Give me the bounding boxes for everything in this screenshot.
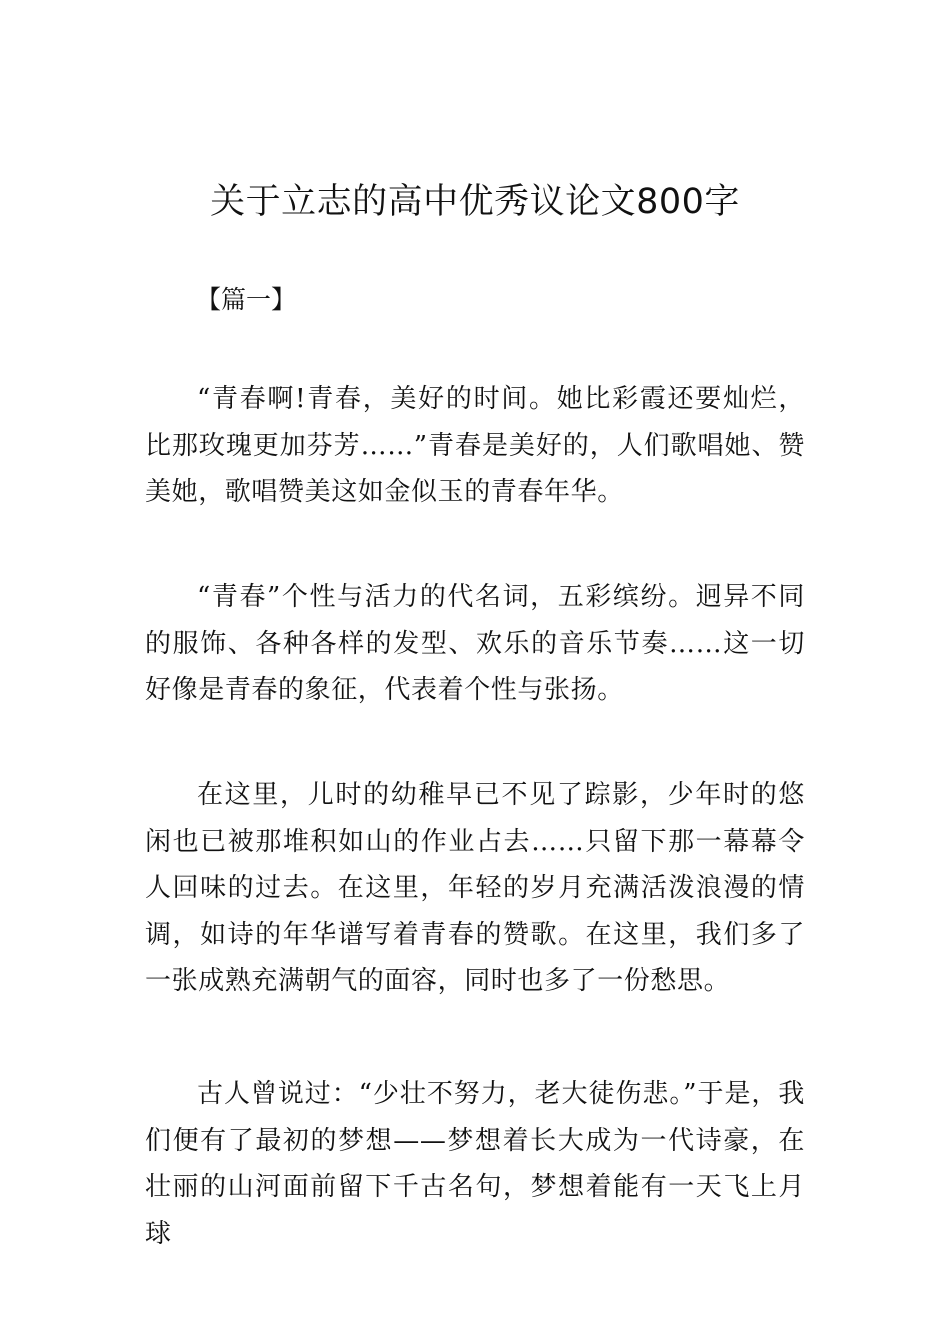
document-title: 关于立志的高中优秀议论文800字 bbox=[210, 182, 740, 222]
paragraph-4: 古人曾说过：“少壮不努力，老大徒伤悲。”于是，我们便有了最初的梦想——梦想着长大成为一代诗豪，在壮丽的山河面前留下千古名句，梦想着能有一天飞上月球 bbox=[145, 1079, 805, 1249]
paragraph-2: “青春”个性与活力的代名词，五彩缤纷。迥异不同的服饰、各种各样的发型、欢乐的音乐节奏……这一切好像是青春的象征，代表着个性与张扬。 bbox=[145, 582, 805, 705]
section-label: 【篇一】 bbox=[196, 285, 297, 314]
paragraph-1: “青春啊!青春，美好的时间。她比彩霞还要灿烂，比那玫瑰更加芬芳……”青春是美好的，人们歌唱她、赞美她，歌唱赞美这如金似玉的青春年华。 bbox=[145, 384, 805, 507]
paragraph-3: 在这里，儿时的幼稚早已不见了踪影，少年时的悠闲也已被那堆积如山的作业占去……只留下那一幕幕令人回味的过去。在这里，年轻的岁月充满活泼浪漫的情调，如诗的年华谱写着青春的赞歌。在这里，我们多了一张成熟充满朝气的面容，同时也多了一份愁思。 bbox=[145, 780, 805, 996]
